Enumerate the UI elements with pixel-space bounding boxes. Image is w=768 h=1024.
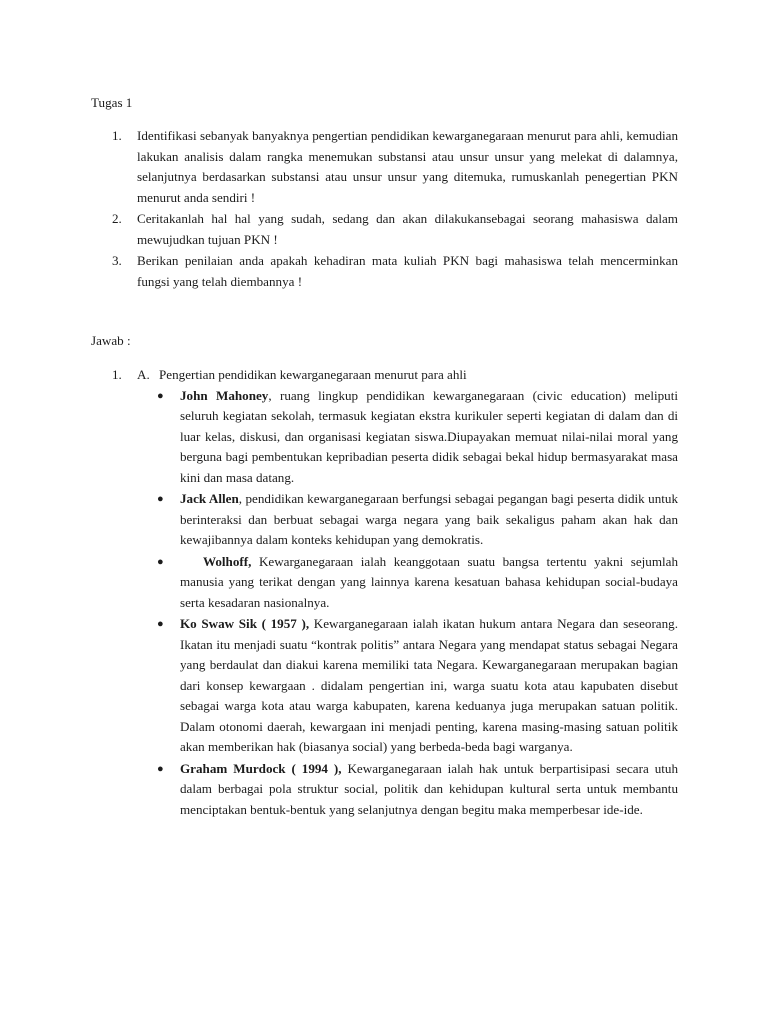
expert-name: Wolhoff, xyxy=(203,553,252,569)
tugas-heading: Tugas 1 xyxy=(91,95,133,110)
bullet-icon: ● xyxy=(157,555,164,568)
sub-letter: A. xyxy=(137,367,150,382)
definition-text: Kewarganegaraan ialah ikatan hukum antara Negara dan seseorang. Ikatan itu menjadi suatu “kontrak politis” antara Negara yang mendapat status sebagai Negara yang berdaulat dan diakui karena memiliki tata Negara. Kewarganegaraan merupakan bagian dari konsep kewargaan . didalam pengertian ini, warga suatu kota atau kapubaten disebut sebagai warga kota atau warga kabupaten, karena keduanya juga merupakan satuan politik. Dalam otonomi daerah, kewargaan ini menjadi penting, karena masing-masing satuan politik akan memberikan hak (biasanya social) yang berbeda-beda bagi warganya. xyxy=(180,616,678,754)
answer-list xyxy=(0,365,678,821)
item-text: Berikan penilaian anda apakah kehadiran mata kuliah PKN bagi mahasiswa telah mencerminkan fungsi yang telah diembannya ! xyxy=(137,253,678,289)
item-number: 2. xyxy=(112,211,122,226)
definition-item xyxy=(137,489,678,551)
list-item xyxy=(0,365,678,820)
definition-item xyxy=(137,759,678,821)
definition-text: , ruang lingkup pendidikan kewarganegaraan (civic education) meliputi seluruh kegiatan sekolah, termasuk kegiatan ekstra kurikuler seperti kegiatan di dalam dan di luar kelas, diskusi, dan organisasi kegiatan siswa.Diupayakan memuat nilai-nilai moral yang berguna bagi pembentukan kepribadian peserta didik sebagai bekal hidup bermasyarakat masa kini dan masa datang. xyxy=(180,387,678,485)
expert-name: Graham Murdock ( 1994 ), xyxy=(180,760,342,776)
bullet-icon: ● xyxy=(157,618,164,630)
bullet-icon: ● xyxy=(157,493,164,505)
bullet-icon: ● xyxy=(157,762,164,775)
item-number: 3. xyxy=(112,253,122,268)
definition-item xyxy=(137,552,678,614)
expert-name: John Mahoney xyxy=(180,387,269,403)
sub-title: Pengertian pendidikan kewarganegaraan menurut para ahli xyxy=(159,367,467,382)
item-text: Identifikasi sebanyak banyaknya pengertian pendidikan kewarganegaraan menurut para ahli, kemudian lakukan analisis dalam rangka menemukan substansi atau unsur unsur yang melekat di dalamnya, selanjutnya berdasarkan substansi atau unsur unsur yang ditemuka, rumuskanlah penegertian PKN menurut anda sendiri ! xyxy=(137,128,678,205)
item-number: 1. xyxy=(112,128,122,143)
sub-section xyxy=(137,365,678,386)
definition-item xyxy=(137,386,678,489)
expert-name: Ko Swaw Sik ( 1957 ), xyxy=(180,616,310,631)
definition-text: Kewarganegaraan ialah hak untuk berpartisipasi secara utuh dalam berbagai pola struktur social, politik dan kehidupan kultural serta untuk membantu menciptakan bentuk-bentuk yang selanjutnya dengan begitu maka memperbesar ide-ide. xyxy=(180,760,678,817)
expert-name: Jack Allen xyxy=(180,491,239,506)
definition-text: , pendidikan kewarganegaraan berfungsi sebagai pegangan bagi peserta didik untuk berinteraksi dan berbuat sebagai warga negara yang baik sekaligus paham akan hak dan kewajibannya dalam konteks kehidupan yang demokratis. xyxy=(180,491,678,547)
list-item xyxy=(0,126,678,208)
list-item xyxy=(0,251,678,292)
list-item xyxy=(0,209,678,250)
definition-text: Kewarganegaraan ialah keanggotaan suatu bangsa tertentu yakni sejumlah manusia yang terikat dengan yang lainnya karena kesatuan bahasa kehidupan social-budaya serta kesadaran nasionalnya. xyxy=(180,553,678,610)
item-number: 1. xyxy=(112,367,122,382)
definition-item xyxy=(137,614,678,758)
bullet-icon: ● xyxy=(157,389,164,402)
task-list xyxy=(0,126,678,293)
jawab-heading: Jawab : xyxy=(91,333,131,348)
definition-list xyxy=(137,386,678,821)
item-text: Ceritakanlah hal hal yang sudah, sedang dan akan dilakukansebagai seorang mahasiswa dalam mewujudkan tujuan PKN ! xyxy=(137,211,678,247)
